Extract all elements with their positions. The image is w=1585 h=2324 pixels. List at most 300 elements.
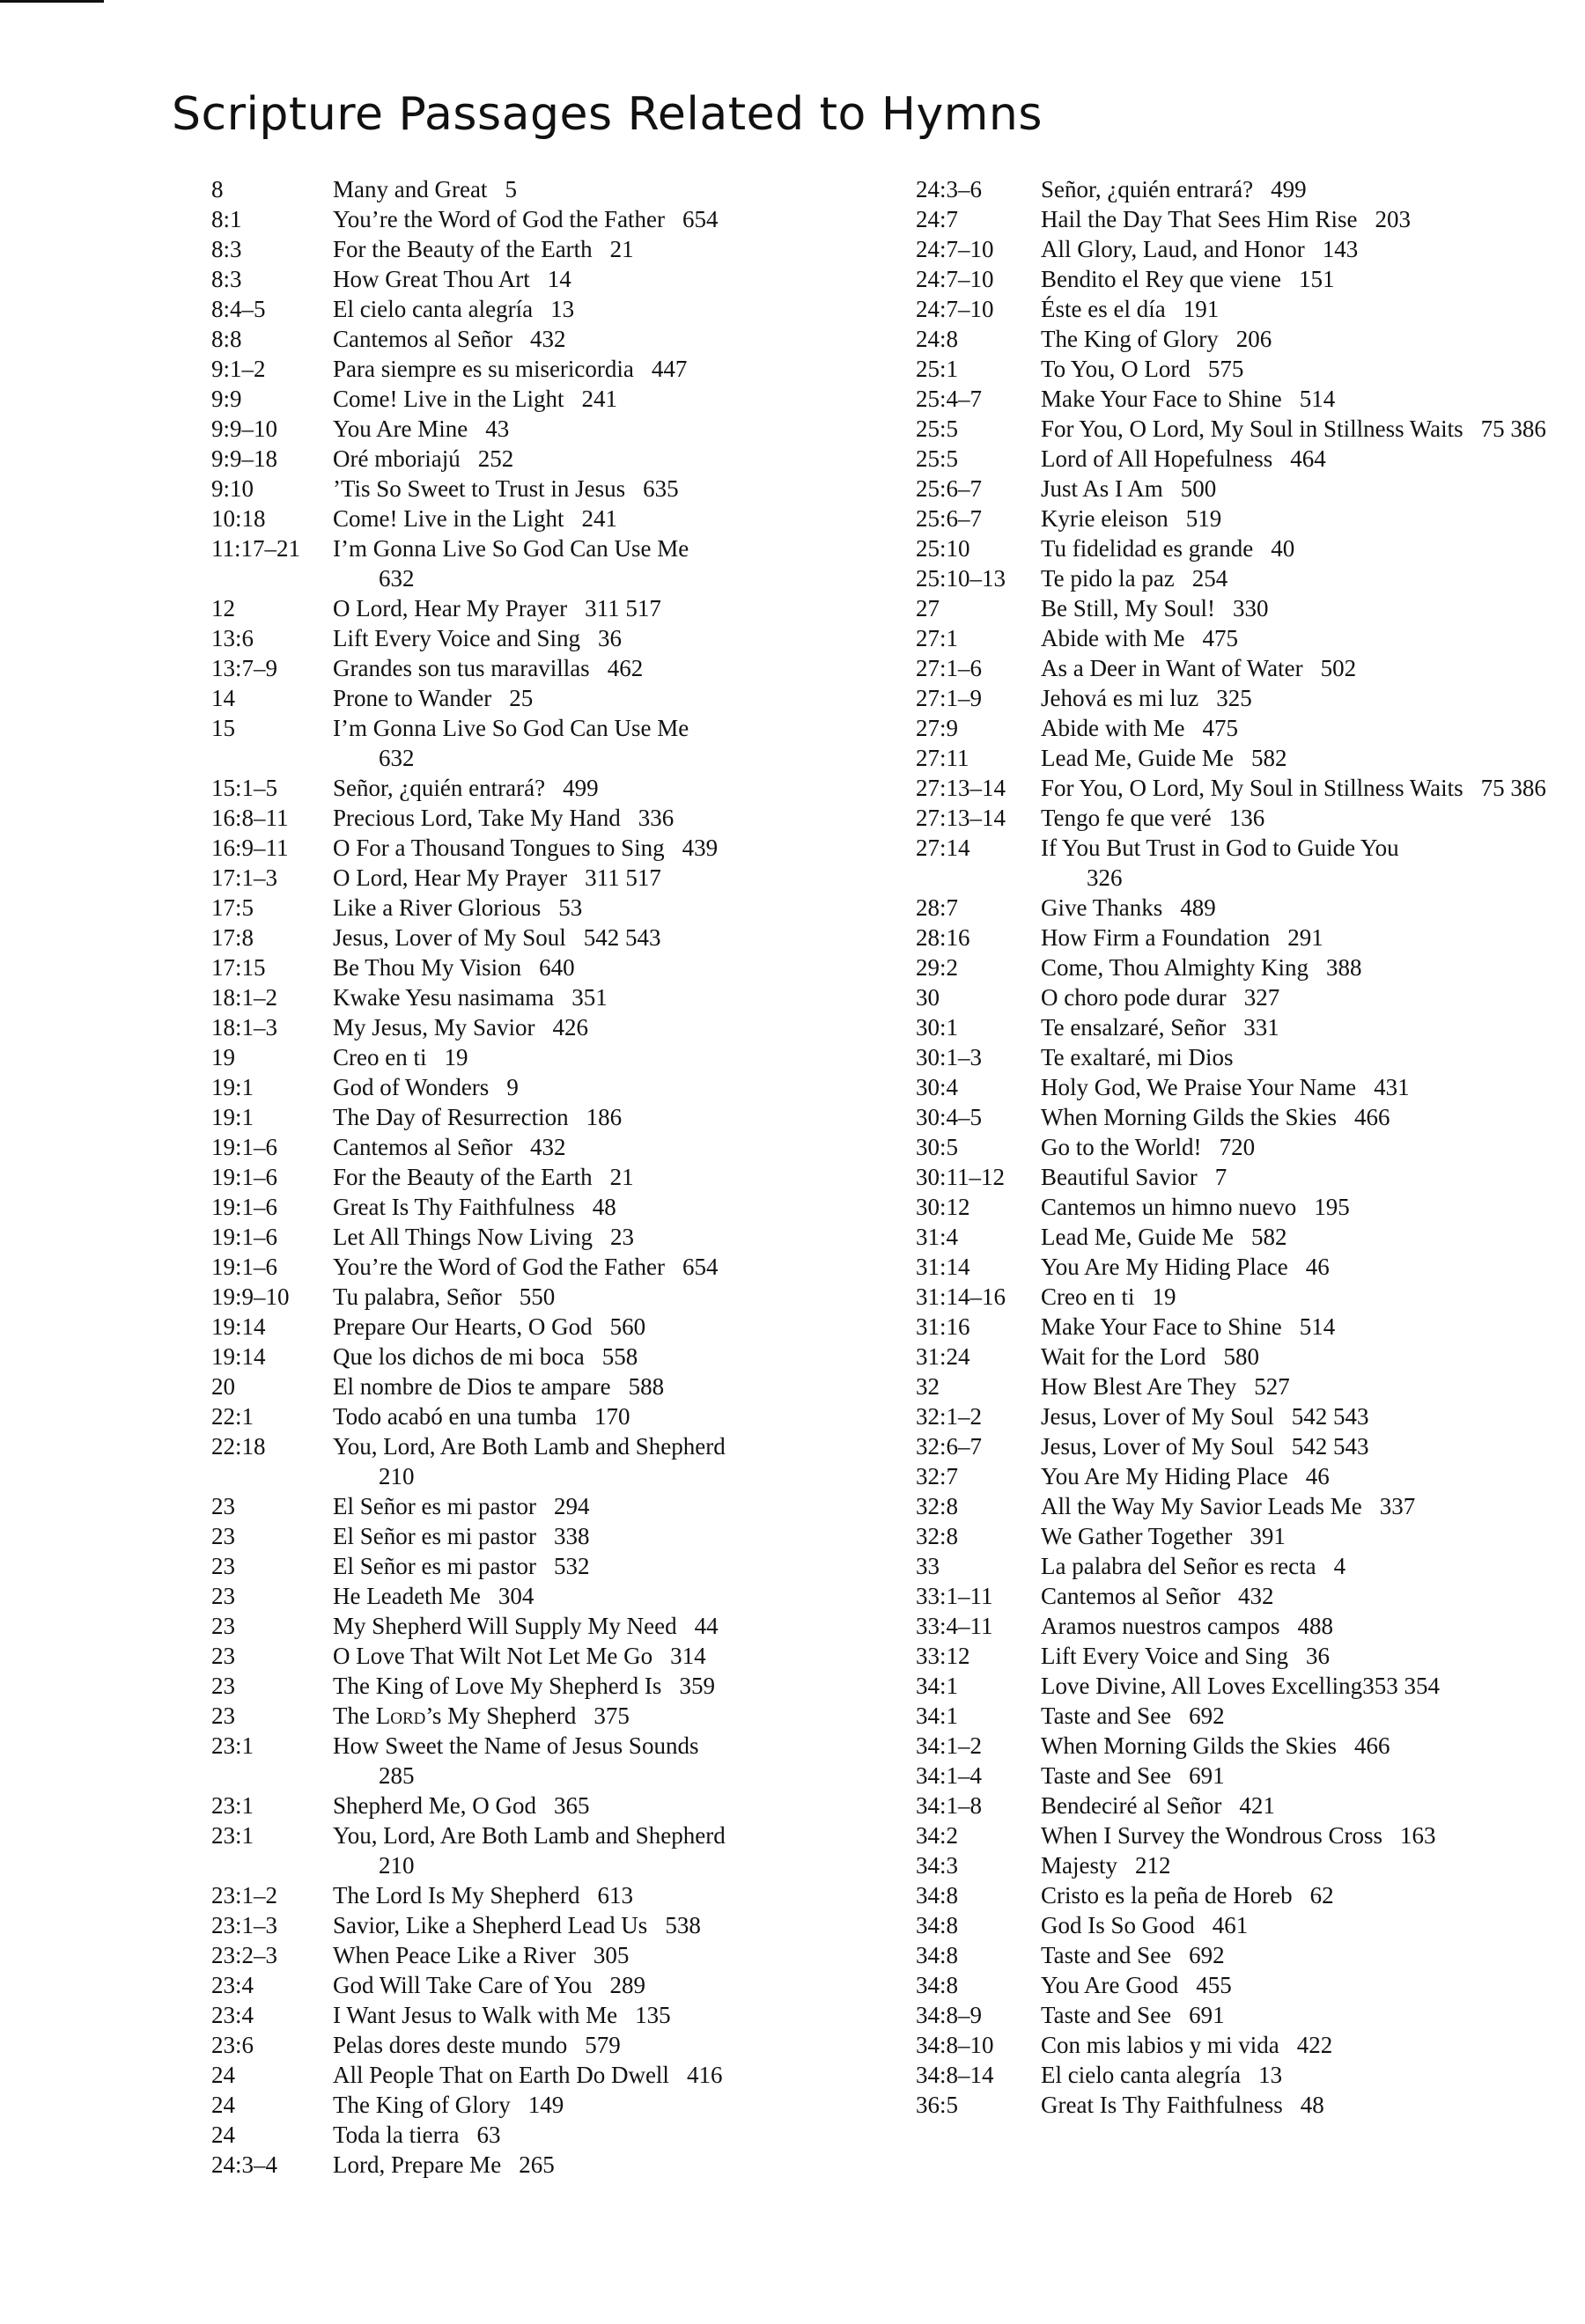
hymn-number: 285 [379, 1762, 415, 1789]
scripture-reference: 25:5 [916, 445, 959, 472]
index-entry [916, 1222, 1567, 1252]
hymn-number: 241 [581, 386, 617, 412]
scripture-reference: 27:1 [916, 625, 959, 651]
scripture-reference: 23:1–3 [211, 1912, 278, 1938]
scripture-reference: 19 [211, 1044, 235, 1070]
index-entry [916, 504, 1567, 533]
entry-text [333, 1372, 907, 1401]
entry-text [333, 384, 907, 414]
entry-text [1041, 653, 1567, 683]
entry-text [333, 952, 907, 982]
scripture-reference: 23:1 [211, 1822, 254, 1849]
entry-text [333, 2000, 907, 2030]
hymn-title: Great Is Thy Faithfulness [1041, 2092, 1283, 2118]
index-entry [916, 324, 1567, 354]
hymn-number: 432 [1237, 1583, 1274, 1609]
scripture-reference: 8:1 [211, 206, 242, 232]
scripture-reference: 19:14 [211, 1313, 266, 1340]
index-entry [211, 1820, 907, 1880]
index-entry [211, 623, 907, 653]
hymn-title: ’Tis So Sweet to Trust in Jesus [333, 475, 626, 502]
index-entry [916, 2060, 1567, 2090]
hymn-title: Jehová es mi luz [1041, 685, 1199, 711]
hymn-title: You’re the Word of God the Father [333, 206, 666, 232]
index-entry [211, 982, 907, 1012]
index-entry [211, 1671, 907, 1701]
scripture-reference: 30:5 [916, 1134, 959, 1160]
index-entry [916, 952, 1567, 982]
entry-text [1041, 2000, 1567, 2030]
scripture-reference: 25:4–7 [916, 386, 983, 412]
entry-text [1041, 1611, 1567, 1641]
scripture-reference: 30 [916, 984, 940, 1011]
hymn-number: 421 [1239, 1792, 1275, 1819]
hymn-title: As a Deer in Want of Water [1041, 655, 1303, 681]
hymn-number: 289 [609, 1972, 646, 1998]
hymn-number: 336 [638, 805, 675, 831]
hymn-title: Taste and See [1041, 1762, 1172, 1789]
scripture-reference: 14 [211, 685, 235, 711]
hymn-title: Lift Every Voice and Sing [333, 625, 580, 651]
hymn-title: O choro pode durar [1041, 984, 1227, 1011]
index-entry [211, 1940, 907, 1970]
hymn-title: All People That on Earth Do Dwell [333, 2062, 669, 2088]
entry-text [1041, 952, 1567, 982]
hymn-title: Taste and See [1041, 2002, 1172, 2028]
hymn-title: El nombre de Dios te ampare [333, 1373, 611, 1400]
entry-text [1041, 563, 1567, 593]
hymn-number: 210 [379, 1463, 415, 1489]
scripture-reference: 27:13–14 [916, 805, 1006, 831]
index-entry [211, 1252, 907, 1282]
hymn-number: 53 [558, 894, 583, 921]
scripture-reference: 30:4 [916, 1074, 959, 1100]
scripture-reference: 34:1 [916, 1703, 959, 1729]
entry-text [1041, 414, 1567, 444]
scripture-reference: 34:2 [916, 1822, 959, 1849]
entry-text [1041, 1401, 1567, 1431]
hymn-title: How Firm a Foundation [1041, 924, 1271, 951]
index-entry [211, 952, 907, 982]
hymn-number: 21 [609, 1164, 634, 1190]
index-entry [916, 533, 1567, 563]
hymn-title: Lord of All Hopefulness [1041, 445, 1273, 472]
index-entry [211, 474, 907, 504]
scripture-reference: 15:1–5 [211, 775, 278, 801]
scripture-reference: 24:7–10 [916, 266, 994, 292]
index-entry [916, 1910, 1567, 1940]
scripture-reference: 25:6–7 [916, 505, 983, 532]
scripture-reference: 30:1 [916, 1014, 959, 1041]
scripture-reference: 23 [211, 1583, 235, 1609]
hymn-number: 542 543 [1291, 1403, 1369, 1430]
index-entry [916, 743, 1567, 773]
scripture-reference: 15 [211, 715, 235, 741]
hymn-title: How Blest Are They [1041, 1373, 1237, 1400]
hymn-number: 365 [553, 1792, 590, 1819]
entry-text [1041, 1820, 1567, 1850]
scripture-reference: 13:6 [211, 625, 254, 651]
hymn-title: O For a Thousand Tongues to Sing [333, 835, 665, 861]
entry-text [333, 1192, 907, 1222]
scripture-reference: 34:1–8 [916, 1792, 983, 1819]
scripture-reference: 8:8 [211, 326, 242, 352]
index-entry [211, 1222, 907, 1252]
scripture-reference: 19:9–10 [211, 1283, 290, 1310]
index-entry [916, 444, 1567, 474]
hymn-number: 447 [651, 356, 688, 382]
index-entry [916, 234, 1567, 264]
scripture-reference: 27:9 [916, 715, 959, 741]
entry-text [333, 1791, 907, 1820]
hymn-title: My Jesus, My Savior [333, 1014, 535, 1041]
hymn-number: 36 [597, 625, 622, 651]
index-entry [211, 1012, 907, 1042]
hymn-title: Éste es el día [1041, 296, 1166, 322]
entry-text [333, 1312, 907, 1342]
entry-text [333, 324, 907, 354]
hymn-title: When Morning Gilds the Skies [1041, 1732, 1337, 1759]
scripture-reference: 18:1–3 [211, 1014, 278, 1041]
scripture-reference: 28:7 [916, 894, 959, 921]
index-entry [916, 1970, 1567, 2000]
hymn-title: When I Survey the Wondrous Cross [1041, 1822, 1383, 1849]
entry-text [1041, 1521, 1567, 1551]
hymn-title: Jesus, Lover of My Soul [333, 924, 566, 951]
hymn-number: 48 [592, 1194, 616, 1220]
index-entry [916, 653, 1567, 683]
index-entry [916, 1671, 1567, 1701]
scripture-reference: 17:1–3 [211, 864, 278, 891]
index-entry [916, 1701, 1567, 1731]
hymn-title: Tengo fe que veré [1041, 805, 1212, 831]
hymn-title: Shepherd Me, O God [333, 1792, 536, 1819]
index-entry [916, 1401, 1567, 1431]
entry-text [1041, 1581, 1567, 1611]
hymn-number: 462 [607, 655, 644, 681]
index-entry [916, 923, 1567, 952]
entry-text [333, 1551, 907, 1581]
index-entry [211, 1342, 907, 1372]
hymn-number: 48 [1300, 2092, 1324, 2118]
hymn-title: You’re the Word of God the Father [333, 1254, 666, 1280]
index-entry [916, 1282, 1567, 1312]
hymn-title: My Shepherd Will Supply My Need [333, 1613, 677, 1639]
scripture-reference: 24 [211, 2122, 235, 2148]
index-entry [916, 1102, 1567, 1132]
left-column [211, 174, 907, 2180]
scripture-reference: 24:3–6 [916, 176, 983, 202]
hymn-title: Beautiful Savior [1041, 1164, 1198, 1190]
entry-text [1041, 1282, 1567, 1312]
hymn-title: Majesty [1041, 1852, 1117, 1879]
hymn-title: Make Your Face to Shine [1041, 386, 1282, 412]
hymn-title: Grandes son tus maravillas [333, 655, 590, 681]
index-entry [211, 1910, 907, 1940]
index-entry [211, 2030, 907, 2060]
hymn-number: 475 [1202, 625, 1238, 651]
index-entry [211, 1132, 907, 1162]
index-entry [916, 593, 1567, 623]
hymn-title: Many and Great [333, 176, 488, 202]
scripture-reference: 34:8–14 [916, 2062, 994, 2088]
hymn-title: When Peace Like a River [333, 1942, 576, 1968]
entry-text [1041, 683, 1567, 713]
entry-text [333, 533, 907, 593]
entry-text [1041, 1252, 1567, 1282]
index-entry [211, 1641, 907, 1671]
hymn-title: Que los dichos de mi boca [333, 1343, 585, 1370]
index-entry [916, 1940, 1567, 1970]
hymn-number: 500 [1180, 475, 1217, 502]
scripture-reference: 32:7 [916, 1463, 959, 1489]
entry-text [333, 1820, 907, 1880]
hymn-number: 311 517 [585, 864, 661, 891]
entry-text [333, 1491, 907, 1521]
entry-text [333, 1012, 907, 1042]
scripture-reference: 33:1–11 [916, 1583, 993, 1609]
hymn-number: 203 [1375, 206, 1411, 232]
scripture-reference: 23:1 [211, 1732, 254, 1759]
scripture-reference: 24:7–10 [916, 236, 994, 262]
hymn-number: 527 [1254, 1373, 1290, 1400]
index-entry [211, 2000, 907, 2030]
scripture-reference: 23 [211, 1553, 235, 1579]
entry-text [1041, 204, 1567, 234]
entry-text [333, 414, 907, 444]
entry-text [1041, 1940, 1567, 1970]
hymn-title: Cantemos al Señor [333, 1134, 512, 1160]
entry-text [333, 833, 907, 863]
hymn-number: 654 [682, 1254, 719, 1280]
hymn-title: Bendito el Rey que viene [1041, 266, 1281, 292]
hymn-number: 579 [585, 2032, 621, 2058]
scripture-reference: 27:14 [916, 835, 970, 861]
entry-text [1041, 1102, 1567, 1132]
scripture-reference: 9:10 [211, 475, 254, 502]
entry-text [333, 1910, 907, 1940]
scripture-reference: 28:16 [916, 924, 970, 951]
scripture-reference: 19:1 [211, 1104, 254, 1130]
hymn-title: El cielo canta alegría [1041, 2062, 1242, 2088]
scripture-reference: 10:18 [211, 505, 266, 532]
entry-text [333, 653, 907, 683]
scripture-reference: 24 [211, 2062, 235, 2088]
hymn-number: 19 [444, 1044, 468, 1070]
scripture-reference: 8:3 [211, 236, 242, 262]
hymn-number: 19 [1152, 1283, 1176, 1310]
hymn-number: 327 [1243, 984, 1280, 1011]
index-entry [211, 1701, 907, 1731]
hymn-title: For You, O Lord, My Soul in Stillness Waits [1041, 416, 1463, 442]
hymn-number: 575 [1207, 356, 1244, 382]
hymn-number: 46 [1305, 1254, 1330, 1280]
entry-text [333, 1701, 907, 1731]
hymn-number: 391 [1250, 1523, 1286, 1549]
hymn-number: 475 [1202, 715, 1238, 741]
hymn-title: O Love That Wilt Not Let Me Go [333, 1643, 653, 1669]
hymn-title: For the Beauty of the Earth [333, 236, 593, 262]
hymn-title: El Señor es mi pastor [333, 1493, 536, 1519]
hymn-number: 325 [1216, 685, 1252, 711]
index-entry [211, 533, 907, 593]
hymn-number: 314 [670, 1643, 706, 1669]
entry-text [1041, 1132, 1567, 1162]
scripture-reference: 23:1 [211, 1792, 254, 1819]
hymn-number: 291 [1287, 924, 1323, 951]
index-entry [916, 1162, 1567, 1192]
index-entry [211, 1282, 907, 1312]
hymn-number: 330 [1233, 595, 1269, 621]
hymn-number: 654 [682, 206, 719, 232]
hymn-title: Te exaltaré, mi Dios [1041, 1044, 1234, 1070]
entry-text [333, 474, 907, 504]
hymn-number: 21 [609, 236, 634, 262]
hymn-title: Cantemos al Señor [333, 326, 512, 352]
scripture-reference: 27:1–9 [916, 685, 983, 711]
hymn-title: Taste and See [1041, 1703, 1172, 1729]
index-entry [916, 1880, 1567, 1910]
hymn-title: For the Beauty of the Earth [333, 1164, 593, 1190]
hymn-title: Todo acabó en una tumba [333, 1403, 578, 1430]
scripture-reference: 34:1–4 [916, 1762, 983, 1789]
hymn-title: Come, Thou Almighty King [1041, 954, 1309, 981]
entry-text [1041, 1461, 1567, 1491]
entry-text [333, 2060, 907, 2090]
index-entry [211, 1611, 907, 1641]
hymn-title: Creo en ti [333, 1044, 427, 1070]
hymn-title: O Lord, Hear My Prayer [333, 864, 568, 891]
hymn-number: 640 [539, 954, 575, 981]
hymn-title: We Gather Together [1041, 1523, 1233, 1549]
hymn-title: El Señor es mi pastor [333, 1553, 536, 1579]
hymn-title: O Lord, Hear My Prayer [333, 595, 568, 621]
index-entry [211, 803, 907, 833]
hymn-title: Just As I Am [1041, 475, 1163, 502]
scripture-reference: 11:17–21 [211, 535, 300, 562]
hymn-title: Lead Me, Guide Me [1041, 1224, 1234, 1250]
index-entry [916, 1641, 1567, 1671]
index-entry [211, 414, 907, 444]
hymn-number: 489 [1180, 894, 1216, 921]
entry-text [333, 504, 907, 533]
scripture-reference: 34:1–2 [916, 1732, 983, 1759]
index-entry [211, 1581, 907, 1611]
hymn-number: 580 [1223, 1343, 1260, 1370]
scripture-reference: 9:9 [211, 386, 242, 412]
scripture-reference: 23 [211, 1703, 235, 1729]
index-entry [211, 833, 907, 863]
hymn-number: 359 [679, 1673, 715, 1699]
hymn-number: 143 [1322, 236, 1359, 262]
scripture-reference: 23 [211, 1613, 235, 1639]
index-entry [211, 1970, 907, 2000]
hymn-number: 613 [597, 1882, 633, 1908]
hymn-number: 186 [586, 1104, 623, 1130]
entry-text [333, 1880, 907, 1910]
entry-text [1041, 713, 1567, 743]
entry-text [1041, 474, 1567, 504]
hymn-number: 720 [1219, 1134, 1256, 1160]
hymn-title: Jesus, Lover of My Soul [1041, 1433, 1274, 1460]
scripture-reference: 27 [916, 595, 940, 621]
entry-text [333, 683, 907, 713]
hymn-title: Para siempre es su misericordia [333, 356, 634, 382]
index-entry [211, 653, 907, 683]
hymn-title: El Señor es mi pastor [333, 1523, 536, 1549]
index-entry [211, 2060, 907, 2090]
scripture-reference: 23:1–2 [211, 1882, 278, 1908]
scripture-reference: 23:4 [211, 1972, 254, 1998]
scripture-reference: 23 [211, 1643, 235, 1669]
entry-text [333, 2030, 907, 2060]
hymn-title: Tu fidelidad es grande [1041, 535, 1254, 562]
hymn-number: 62 [1309, 1882, 1334, 1908]
hymn-number: 5 [505, 176, 517, 202]
entry-text [1041, 1192, 1567, 1222]
hymn-title: Creo en ti [1041, 1283, 1135, 1310]
hymn-title: Hail the Day That Sees Him Rise [1041, 206, 1358, 232]
index-entry [916, 2030, 1567, 2060]
hymn-number: 326 [1087, 864, 1123, 891]
hymn-title: The King of Glory [1041, 326, 1219, 352]
scripture-reference: 19:1 [211, 1074, 254, 1100]
scripture-reference: 29:2 [916, 954, 959, 981]
index-entry [916, 1252, 1567, 1282]
index-entry [211, 264, 907, 294]
index-entry [916, 294, 1567, 324]
entry-text [333, 1731, 907, 1791]
hymn-number: 532 [553, 1553, 590, 1579]
hymn-title: La palabra del Señor es recta [1041, 1553, 1316, 1579]
hymn-number: 538 [665, 1912, 701, 1938]
hymn-title: Great Is Thy Faithfulness [333, 1194, 575, 1220]
index-entry [211, 1162, 907, 1192]
entry-text [1041, 1312, 1567, 1342]
hymn-number: 432 [529, 326, 566, 352]
index-entry [916, 384, 1567, 414]
hymn-number: 632 [379, 565, 415, 592]
hymn-title: Aramos nuestros campos [1041, 1613, 1280, 1639]
hymn-number: 294 [553, 1493, 590, 1519]
hymn-number: 542 543 [1291, 1433, 1369, 1460]
scripture-reference: 12 [211, 595, 235, 621]
hymn-number: 195 [1314, 1194, 1350, 1220]
scripture-reference: 31:14 [916, 1254, 970, 1280]
entry-text [1041, 1850, 1567, 1880]
hymn-number: 338 [553, 1523, 590, 1549]
index-entry [916, 1850, 1567, 1880]
hymn-number: 206 [1235, 326, 1272, 352]
hymn-title: God Is So Good [1041, 1912, 1195, 1938]
scripture-reference: 23 [211, 1673, 235, 1699]
hymn-title: Kyrie eleison [1041, 505, 1168, 532]
hymn-number: 44 [694, 1613, 719, 1639]
index-entry [916, 1312, 1567, 1342]
hymn-number: 588 [628, 1373, 665, 1400]
hymn-title: All Glory, Laud, and Honor [1041, 236, 1305, 262]
hymn-title: Go to the World! [1041, 1134, 1202, 1160]
scripture-reference: 22:1 [211, 1403, 254, 1430]
entry-text [333, 1611, 907, 1641]
index-entry [211, 923, 907, 952]
hymn-title: The King of Love My Shepherd Is [333, 1673, 662, 1699]
index-entry [211, 504, 907, 533]
entry-text [333, 1162, 907, 1192]
index-entry [211, 234, 907, 264]
entry-text [1041, 174, 1567, 204]
hymn-number: 550 [519, 1283, 556, 1310]
